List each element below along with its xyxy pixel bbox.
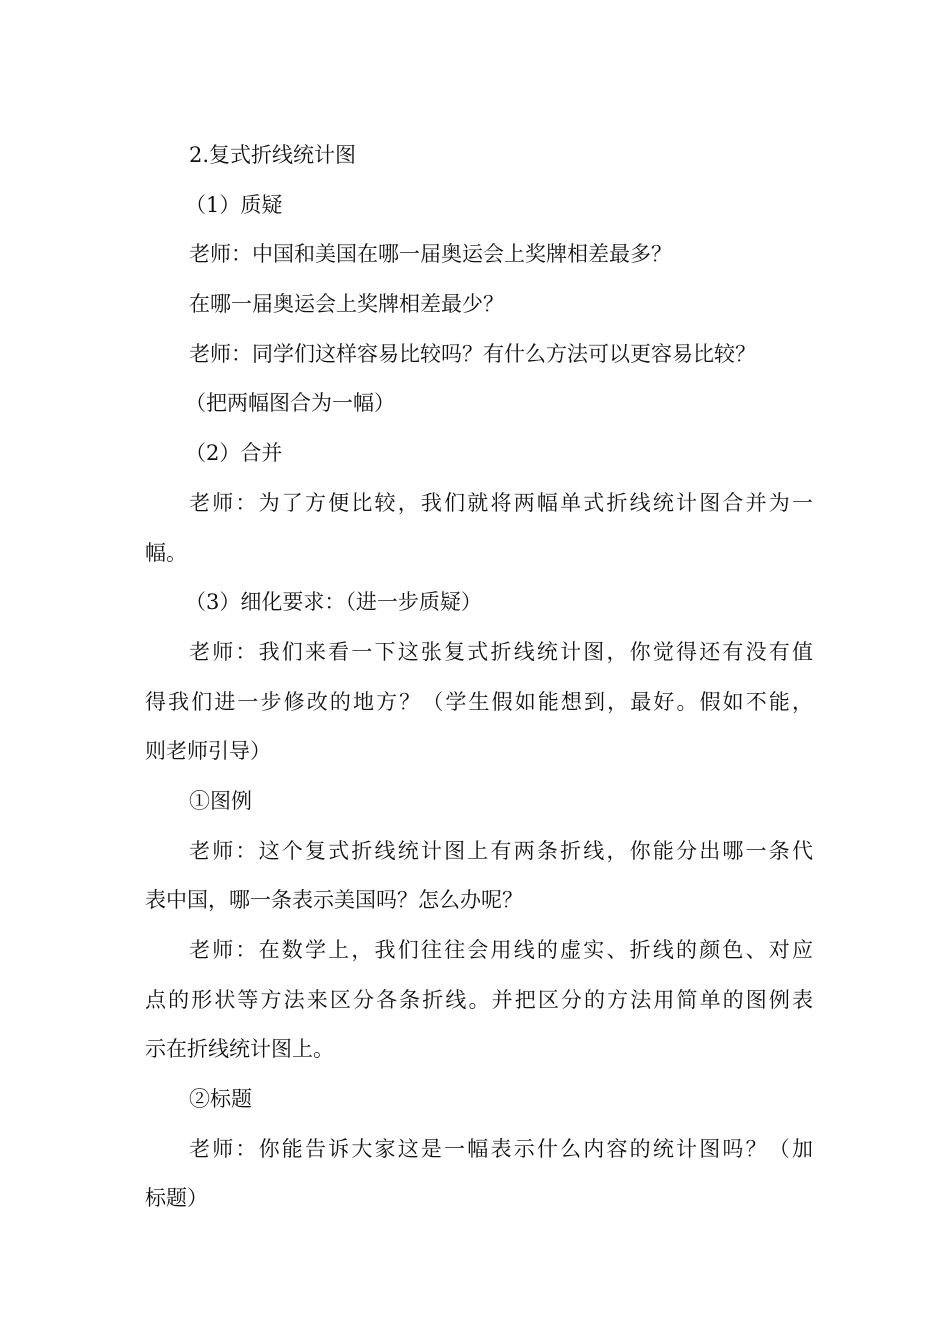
paragraph-line: 点的形状等方法来区分各条折线。并把区分的方法用简单的图例表	[145, 987, 813, 1012]
paragraph-line: （把两幅图合为一幅）	[185, 391, 395, 416]
subsection-heading: （2）合并	[185, 441, 283, 466]
paragraph-line: 则老师引导）	[145, 739, 271, 764]
paragraph-line: 标题）	[145, 1186, 208, 1211]
paragraph-line: 老师：在数学上，我们往往会用线的虚实、折线的颜色、对应	[189, 938, 813, 962]
paragraph-line: 老师：为了方便比较，我们就将两幅单式折线统计图合并为一	[189, 490, 813, 515]
paragraph-line: 在哪一届奥运会上奖牌相差最少？	[189, 292, 504, 317]
paragraph-line: 示在折线统计图上。	[145, 1037, 334, 1062]
paragraph-line: 老师：中国和美国在哪一届奥运会上奖牌相差最多？	[189, 242, 672, 267]
list-heading: ①图例	[189, 788, 252, 813]
subsection-heading: （1）质疑	[185, 192, 283, 217]
section-heading: 2.复式折线统计图	[189, 143, 357, 167]
paragraph-line: 老师：你能告诉大家这是一幅表示什么内容的统计图吗？（加	[189, 1136, 813, 1161]
subsection-heading: （3）细化要求：（进一步质疑）	[185, 590, 482, 615]
list-heading: ②标题	[189, 1087, 252, 1112]
paragraph-line: 得我们进一步修改的地方？（学生假如能想到，最好。假如不能，	[145, 689, 813, 714]
paragraph-line: 表中国，哪一条表示美国吗？怎么办呢？	[145, 888, 523, 913]
paragraph-line: 老师：我们来看一下这张复式折线统计图，你觉得还有没有值	[189, 639, 813, 664]
paragraph-line: 老师：这个复式折线统计图上有两条折线，你能分出哪一条代	[189, 838, 813, 863]
document-body	[145, 131, 813, 1224]
paragraph-line: 幅。	[145, 540, 187, 565]
paragraph-line: 老师：同学们这样容易比较吗？有什么方法可以更容易比较？	[189, 341, 756, 366]
